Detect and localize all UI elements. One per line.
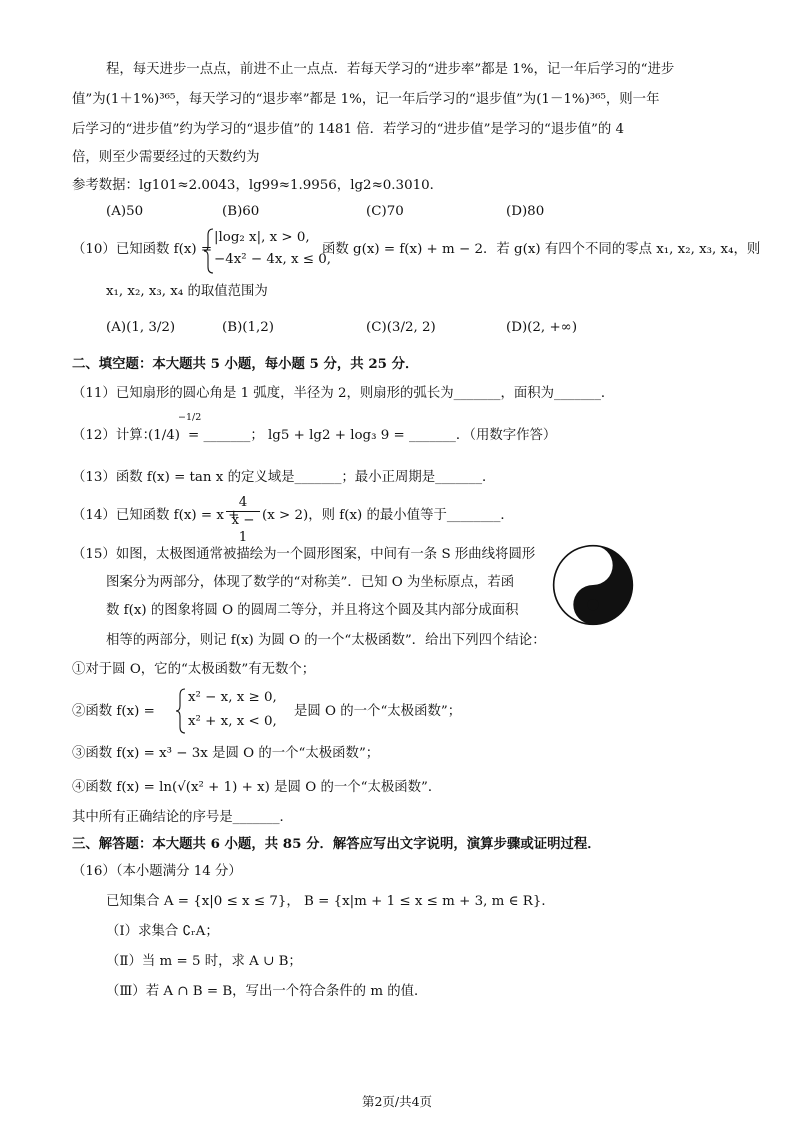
q10-option-c: (C)(3/2, 2) (366, 320, 436, 335)
q16-given: 已知集合 A = {x|0 ≤ x ≤ 7}， B = {x|m + 1 ≤ x ≤ m + 3, m ∈ R}． (106, 894, 555, 909)
q10-option-d: (D)(2, +∞) (506, 320, 578, 335)
q15-conclusion-1: ①对于圆 O，它的“太极函数”有无数个； (72, 662, 316, 677)
q9-reference-data: 参考数据：lg101≈2.0043，lg99≈1.9956，lg2≈0.3010． (72, 178, 444, 193)
q9-line1: 程，每天进步一点点，前进不止一点点．若每天学习的“进步率”都是 1%，记一年后学习的“进步 (106, 62, 675, 77)
q10-case-1: |log₂ x|, x > 0, (214, 230, 310, 245)
q12-rest: = _______； lg5 + lg2 + log₃ 9 = _______．（用数字作答） (188, 428, 557, 443)
q14-fraction (226, 494, 260, 546)
taiji-white-dot (587, 560, 598, 571)
q15-line3: 数 f(x) 的图象将圆 O 的圆周二等分，并且将这个圆及其内部分成面积 (106, 603, 519, 618)
q14-numerator: 4 (238, 495, 248, 510)
q9-line2: 值”为(1＋1%)³⁶⁵，每天学习的“退步率”都是 1%，记一年后学习的“退步值”为(1－1%)³⁶⁵，则一年 (72, 92, 660, 107)
q9-line3: 后学习的“进步值”约为学习的“退步值”的 1481 倍．若学习的“进步值”是学习的“退步值”的 4 (72, 122, 625, 137)
q15-conclusion-2-prefix: ②函数 f(x) = (72, 704, 155, 719)
q12-base: (1/4) (148, 428, 180, 443)
q9-option-d: (D)80 (506, 204, 545, 219)
q12-prefix: （12）计算： (72, 428, 156, 443)
q15-conclusion-3: ③函数 f(x) = x³ − 3x 是圆 O 的一个“太极函数”； (72, 746, 380, 761)
q10-left-brace (204, 228, 214, 274)
taiji-figure (552, 544, 634, 626)
q16-part-1: （Ⅰ）求集合 ∁ᵣA； (106, 924, 219, 939)
q10-case-2: −4x² − 4x, x ≤ 0, (214, 252, 332, 267)
q14-denominator: x − 1 (226, 511, 260, 546)
q9-option-b: (B)60 (222, 204, 260, 219)
page-footer: 第2页/共4页 (361, 1094, 433, 1109)
q15-left-brace (176, 688, 186, 734)
q9-option-a: (A)50 (106, 204, 144, 219)
q10-option-b: (B)(1,2) (222, 320, 275, 335)
q10-option-a: (A)(1, 3/2) (106, 320, 176, 335)
q10-mid: 函数 g(x) = f(x) + m − 2．若 g(x) 有四个不同的零点 x₁, x₂, x₃, x₄，则 (322, 242, 761, 257)
q11: （11）已知扇形的圆心角是 1 弧度，半径为 2，则扇形的弧长为_______，面积为_______． (72, 386, 615, 401)
q16-part-2: （Ⅱ）当 m = 5 时，求 A ∪ B； (106, 954, 302, 969)
q15-line1: （15）如图，太极图通常被描绘为一个圆形图案，中间有一条 S 形曲线将圆形 (72, 547, 536, 562)
section-3-heading: 三、解答题：本大题共 6 小题，共 85 分．解答应写出文字说明，演算步骤或证明过程． (72, 836, 601, 852)
q15-c2-case-1: x² − x, x ≥ 0, (188, 690, 277, 705)
q13: （13）函数 f(x) = tan x 的定义域是_______；最小正周期是_______． (72, 470, 496, 485)
q15-conclusion-4: ④函数 f(x) = ln(√(x² + 1) + x) 是圆 O 的一个“太极函数”． (72, 780, 442, 795)
q9-line4: 倍，则至少需要经过的天数约为 (72, 150, 260, 165)
q12-exponent: −1/2 (178, 412, 202, 423)
q15-conclusion-2-suffix: 是圆 O 的一个“太极函数”； (294, 704, 462, 719)
q15-c2-case-2: x² + x, x < 0, (188, 714, 277, 729)
q15-line4: 相等的两部分，则记 f(x) 为圆 O 的一个“太极函数”．给出下列四个结论： (106, 633, 546, 648)
q15-ask: 其中所有正确结论的序号是_______． (72, 810, 293, 825)
q16-heading: （16）（本小题满分 14 分） (72, 864, 242, 879)
q9-option-c: (C)70 (366, 204, 404, 219)
q10-prefix: （10）已知函数 f(x) = (72, 242, 213, 257)
taiji-black-dot (587, 599, 598, 610)
q14-prefix: （14）已知函数 f(x) = x + (72, 508, 240, 523)
section-2-heading: 二、填空题：本大题共 5 小题，每小题 5 分，共 25 分． (72, 356, 419, 372)
q14-rest: (x > 2)，则 f(x) 的最小值等于________． (262, 508, 514, 523)
q10-line2: x₁, x₂, x₃, x₄ 的取值范围为 (106, 284, 268, 299)
q15-line2: 图案分为两部分，体现了数学的“对称美”．已知 O 为坐标原点，若函 (106, 575, 515, 590)
q16-part-3: （Ⅲ）若 A ∩ B = B，写出一个符合条件的 m 的值． (106, 984, 428, 999)
